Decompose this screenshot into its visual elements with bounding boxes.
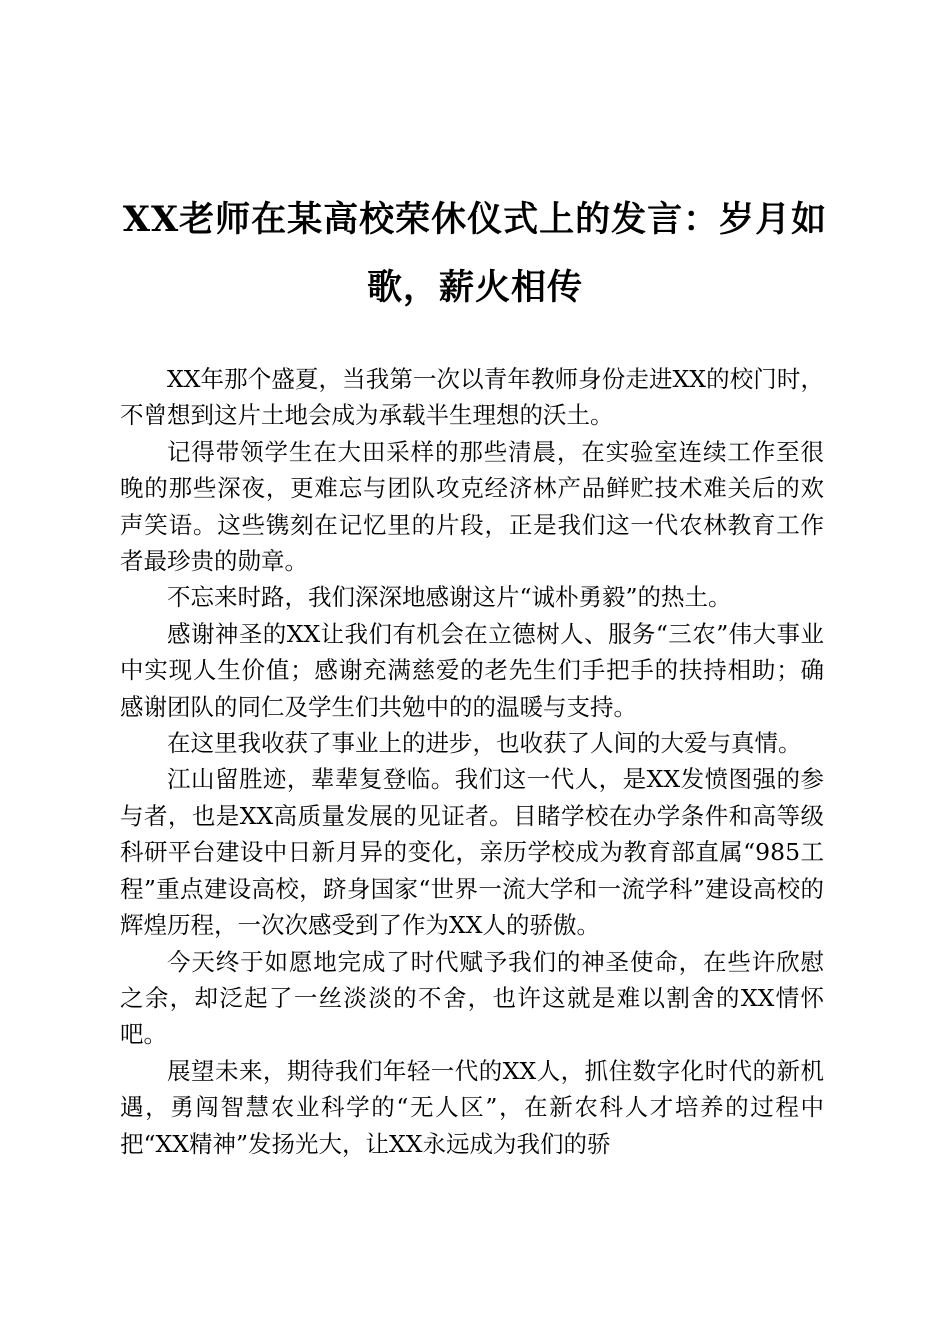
- paragraph-2: 记得带领学生在大田采样的那些清晨，在实验室连续工作至很晚的那些深夜，更难忘与团队攻克经济林产品鲜贮技术难关后的欢声笑语。这些镌刻在记忆里的片段，正是我们这一代农林教育工作者最珍贵的勋章。: [120, 437, 824, 576]
- paragraph-1: XX年那个盛夏，当我第一次以青年教师身份走进XX的校门时，不曾想到这片土地会成为承载半生理想的沃土。: [120, 365, 824, 430]
- document-title: [100, 186, 850, 322]
- paragraph-3: 不忘来时路，我们深深地感谢这片“诚朴勇毅”的热土。: [167, 583, 732, 612]
- paragraph-8: 展望未来，期待我们年轻一代的XX人，抓住数字化时代的新机遇，勇闯智慧农业科学的“无人区”，在新农科人才培养的过程中把“XX精神”发扬光大，让XX永远成为我们的骄: [120, 1056, 824, 1158]
- paragraph-4: 感谢神圣的XX让我们有机会在立德树人、服务“三农”伟大事业中实现人生价值；感谢充满慈爱的老先生们手把手的扶持相助；确感谢团队的同仁及学生们共勉中的的温暖与支持。: [120, 619, 824, 721]
- paragraph-7: 今天终于如愿地完成了时代赋予我们的神圣使命，在些许欣慰之余，却泛起了一丝淡淡的不舍，也许这就是难以割舍的XX情怀吧。: [120, 947, 824, 1049]
- paragraph-6: 江山留胜迹，辈辈复登临。我们这一代人，是XX发愤图强的参与者，也是XX高质量发展的见证者。目睹学校在办学条件和高等级科研平台建设中日新月异的变化，亲历学校成为教育部直属“985工程”重点建设高校，跻身国家“世界一流大学和一流学科”建设高校的辉煌历程，一次次感受到了作为XX人的骄傲。: [120, 765, 824, 940]
- document-body: [120, 361, 824, 1162]
- title-line-1: XX老师在某高校荣休仪式上的发言：岁月如: [122, 199, 828, 240]
- title-line-2: 歌，薪火相传: [366, 267, 583, 308]
- paragraph-5: 在这里我收获了事业上的进步，也收获了人间的大爱与真情。: [167, 729, 802, 758]
